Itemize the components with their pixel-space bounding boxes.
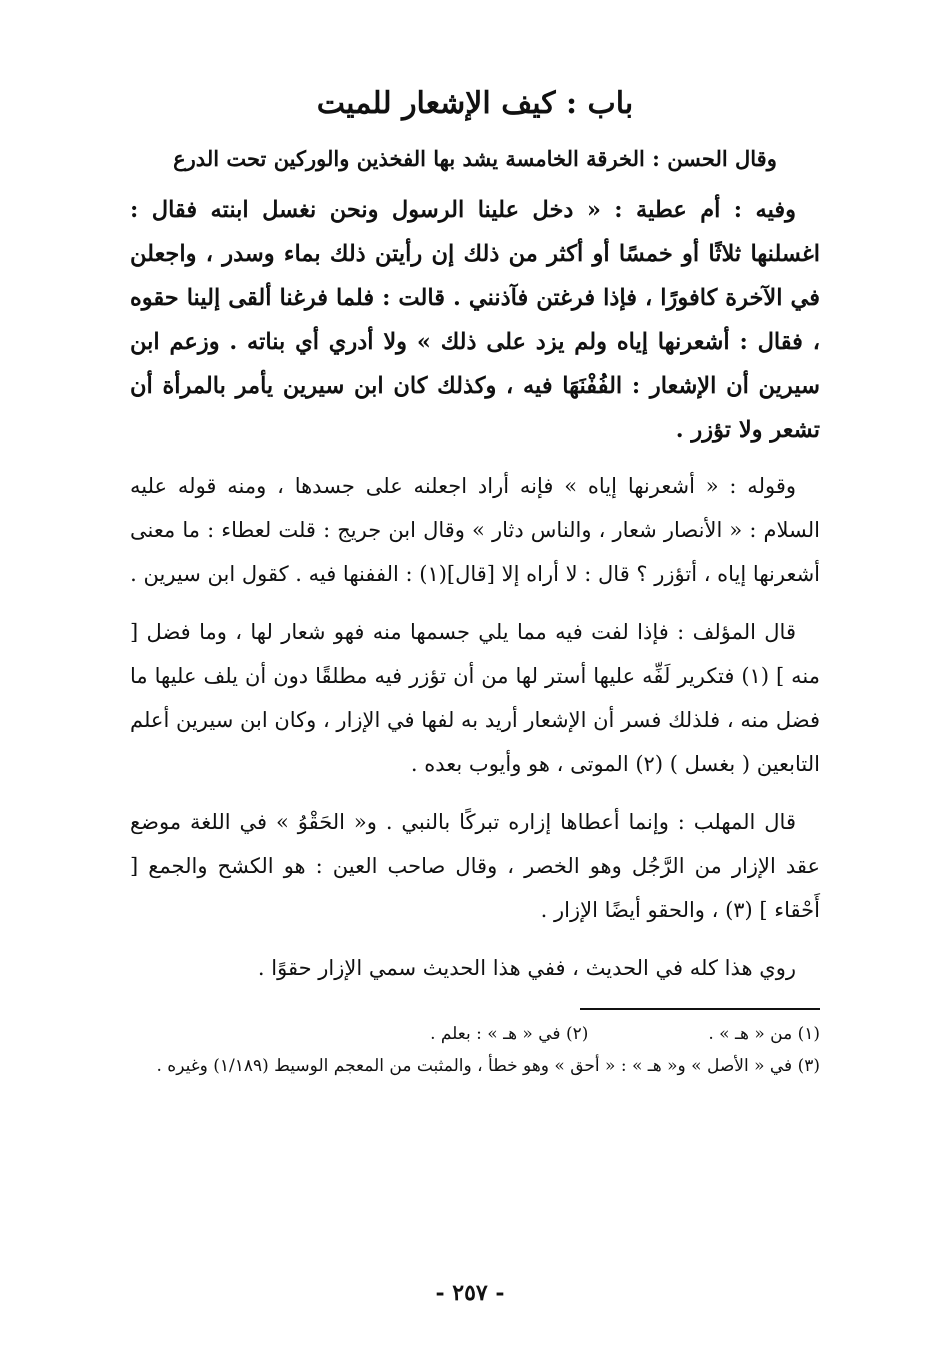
book-page	[130, 70, 820, 1350]
page-number: - ٢٥٧ -	[435, 1280, 505, 1306]
footnote-row	[130, 1018, 820, 1050]
commentary-paragraph-4: روي هذا كله في الحديث ، ففي هذا الحديث سمي الإزار حقوًا .	[257, 956, 796, 980]
footnote-3: (٣) في « الأصل » و« هـ » : « أحق » وهو خطأ ، والمثبت من المعجم الوسيط (١/١٨٩) وغيره .	[156, 1056, 820, 1076]
footnote-1: (١) من « هـ » .	[708, 1024, 820, 1044]
footnotes	[130, 1018, 820, 1082]
commentary-paragraph-2: قال المؤلف : فإذا لفت فيه مما يلي جسمها منه فهو شعار لها ، وما فضل [ منه ] (١) فتكرير لَفِّه عليها أستر لها من أن تؤزر فيه مطلقًا دون أن يلف عليها ما فضل منه ، فلذلك فسر أن الإشعار أريد به لفها في الإزار ، وكان ابن سيرين أعلم التابعين ( بغسل ) (٢) الموتى ، هو وأيوب بعده .	[130, 620, 820, 776]
chapter-title: باب : كيف الإشعار للميت	[316, 86, 634, 121]
footnote-divider	[580, 1008, 820, 1010]
footnote-2: (٢) في « هـ » : بعلم .	[430, 1024, 589, 1044]
hadith-text: وفيه : أم عطية : « دخل علينا الرسول ونحن نغسل ابنته فقال : اغسلنها ثلاثًا أو خمسًا أو أكثر من ذلك إن رأيتن ذلك بماء وسدر ، واجعلن في الآخرة كافورًا ، فإذا فرغتن فآذنني . قالت : فلما فرغنا ألقى إلينا حقوه ، فقال : أشعرنها إياه ولم يزد على ذلك » ولا أدري أي بناته . وزعم ابن سيرين أن الإشعار : الفُفْنَهَا فيه ، وكذلك كان ابن سيرين يأمر بالمرأة أن تشعر ولا تؤزر .	[130, 197, 820, 443]
commentary-paragraph-3: قال المهلب : وإنما أعطاها إزاره تبركًا بالنبي . و« الحَقْوُ » في اللغة موضع عقد الإزار من الرَّجُل وهو الخصر ، وقال صاحب العين : هو الكشح والجمع [ أَحْقاء ] (٣) ، والحقو أيضًا الإزار .	[130, 810, 820, 922]
chapter-subtitle: وقال الحسن : الخرقة الخامسة يشد بها الفخذين والوركين تحت الدرع	[173, 146, 777, 171]
commentary-paragraph-1: وقوله : « أشعرنها إياه » فإنه أراد اجعلنه على جسدها ، ومنه قوله عليه السلام : « الأنصار شعار ، والناس دثار » وقال ابن جريج : قلت لعطاء : ما معنى أشعرنها إياه ، أتؤزر ؟ قال : لا أراه إلا [قال](١) : الففنها فيه . كقول ابن سيرين .	[130, 474, 820, 586]
